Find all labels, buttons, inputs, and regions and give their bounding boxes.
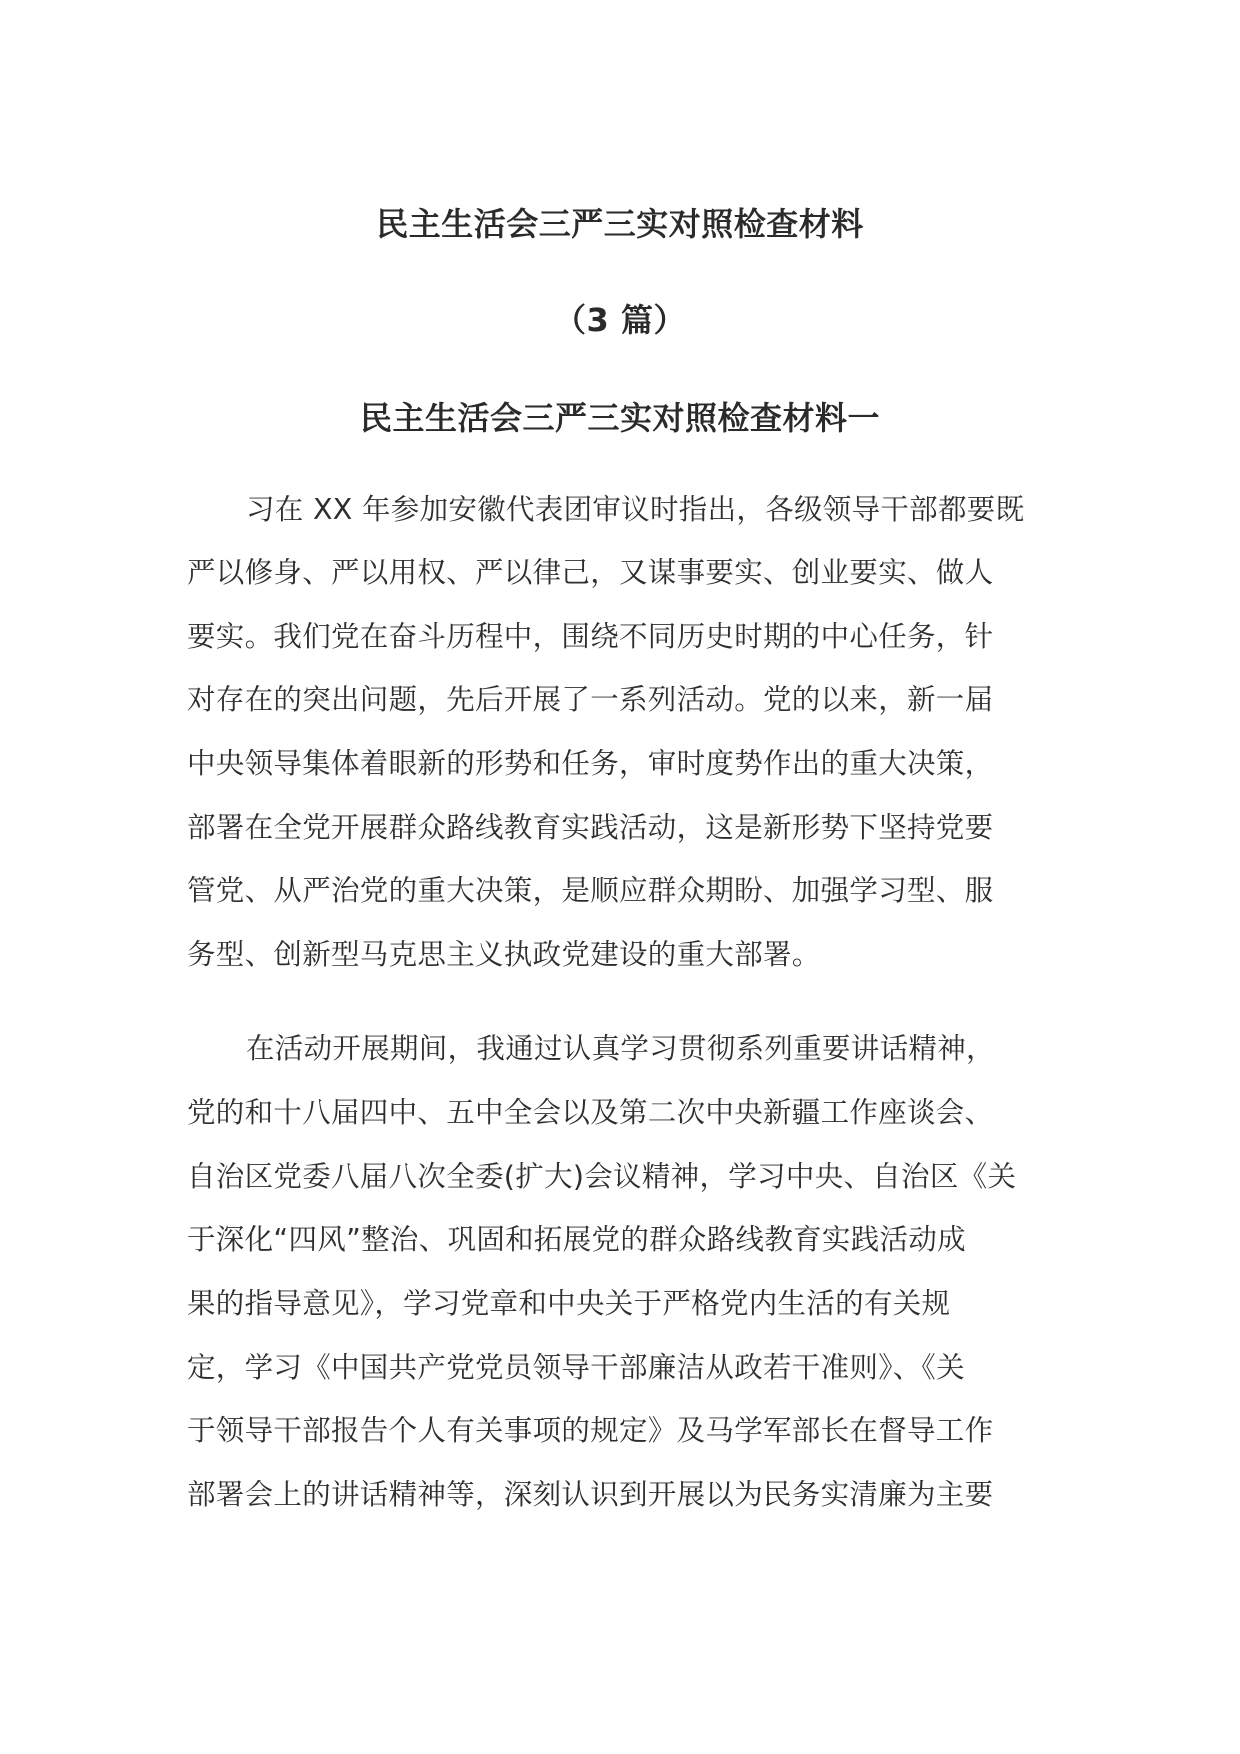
paragraph-1-line-8: 务型、创新型马克思主义执政党建设的重大部署。 <box>187 938 821 971</box>
paragraph-2-line-8: 部署会上的讲话精神等，深刻认识到开展以为民务实清廉为主要 <box>187 1478 994 1511</box>
paragraph-2-line-7: 于领导干部报告个人有关事项的规定》及马学军部长在督导工作 <box>187 1414 994 1447</box>
paragraph-2-line-5: 果的指导意见》，学习党章和中央关于严格党内生活的有关规 <box>187 1287 951 1320</box>
paragraph-1-line-5: 中央领导集体着眼新的形势和任务，审时度势作出的重大决策， <box>187 747 994 780</box>
paragraph-1-line-6: 部署在全党开展群众路线教育实践活动，这是新形势下坚持党要 <box>187 811 994 844</box>
paragraph-2-line-1: 在活动开展期间，我通过认真学习贯彻系列重要讲话精神， <box>246 1032 995 1065</box>
paragraph-1-line-2: 严以修身、严以用权、严以律己，又谋事要实、创业要实、做人 <box>187 556 994 589</box>
section-title: 民主生活会三严三实对照检查材料一 <box>359 399 880 437</box>
paragraph-2-line-2: 党的和十八届四中、五中全会以及第二次中央新疆工作座谈会、 <box>187 1096 994 1129</box>
paragraph-2-line-3: 自治区党委八届八次全委(扩大)会议精神，学习中央、自治区《关 <box>187 1160 1017 1193</box>
document-subtitle: （3 篇） <box>554 301 686 339</box>
paragraph-2-line-6: 定，学习《中国共产党党员领导干部廉洁从政若干准则》、《关 <box>187 1351 965 1384</box>
paragraph-1-line-4: 对存在的突出问题，先后开展了一系列活动。党的以来，新一届 <box>187 683 994 716</box>
document-title: 民主生活会三严三实对照检查材料 <box>376 205 864 243</box>
paragraph-2-line-4: 于深化“四风”整治、巩固和拓展党的群众路线教育实践活动成 <box>187 1223 966 1256</box>
paragraph-1-line-7: 管党、从严治党的重大决策，是顺应群众期盼、加强学习型、服 <box>187 874 994 907</box>
paragraph-1-line-3: 要实。我们党在奋斗历程中，围绕不同历史时期的中心任务，针 <box>187 620 994 653</box>
paragraph-1-line-1: 习在 XX 年参加安徽代表团审议时指出，各级领导干部都要既 <box>246 493 1025 526</box>
